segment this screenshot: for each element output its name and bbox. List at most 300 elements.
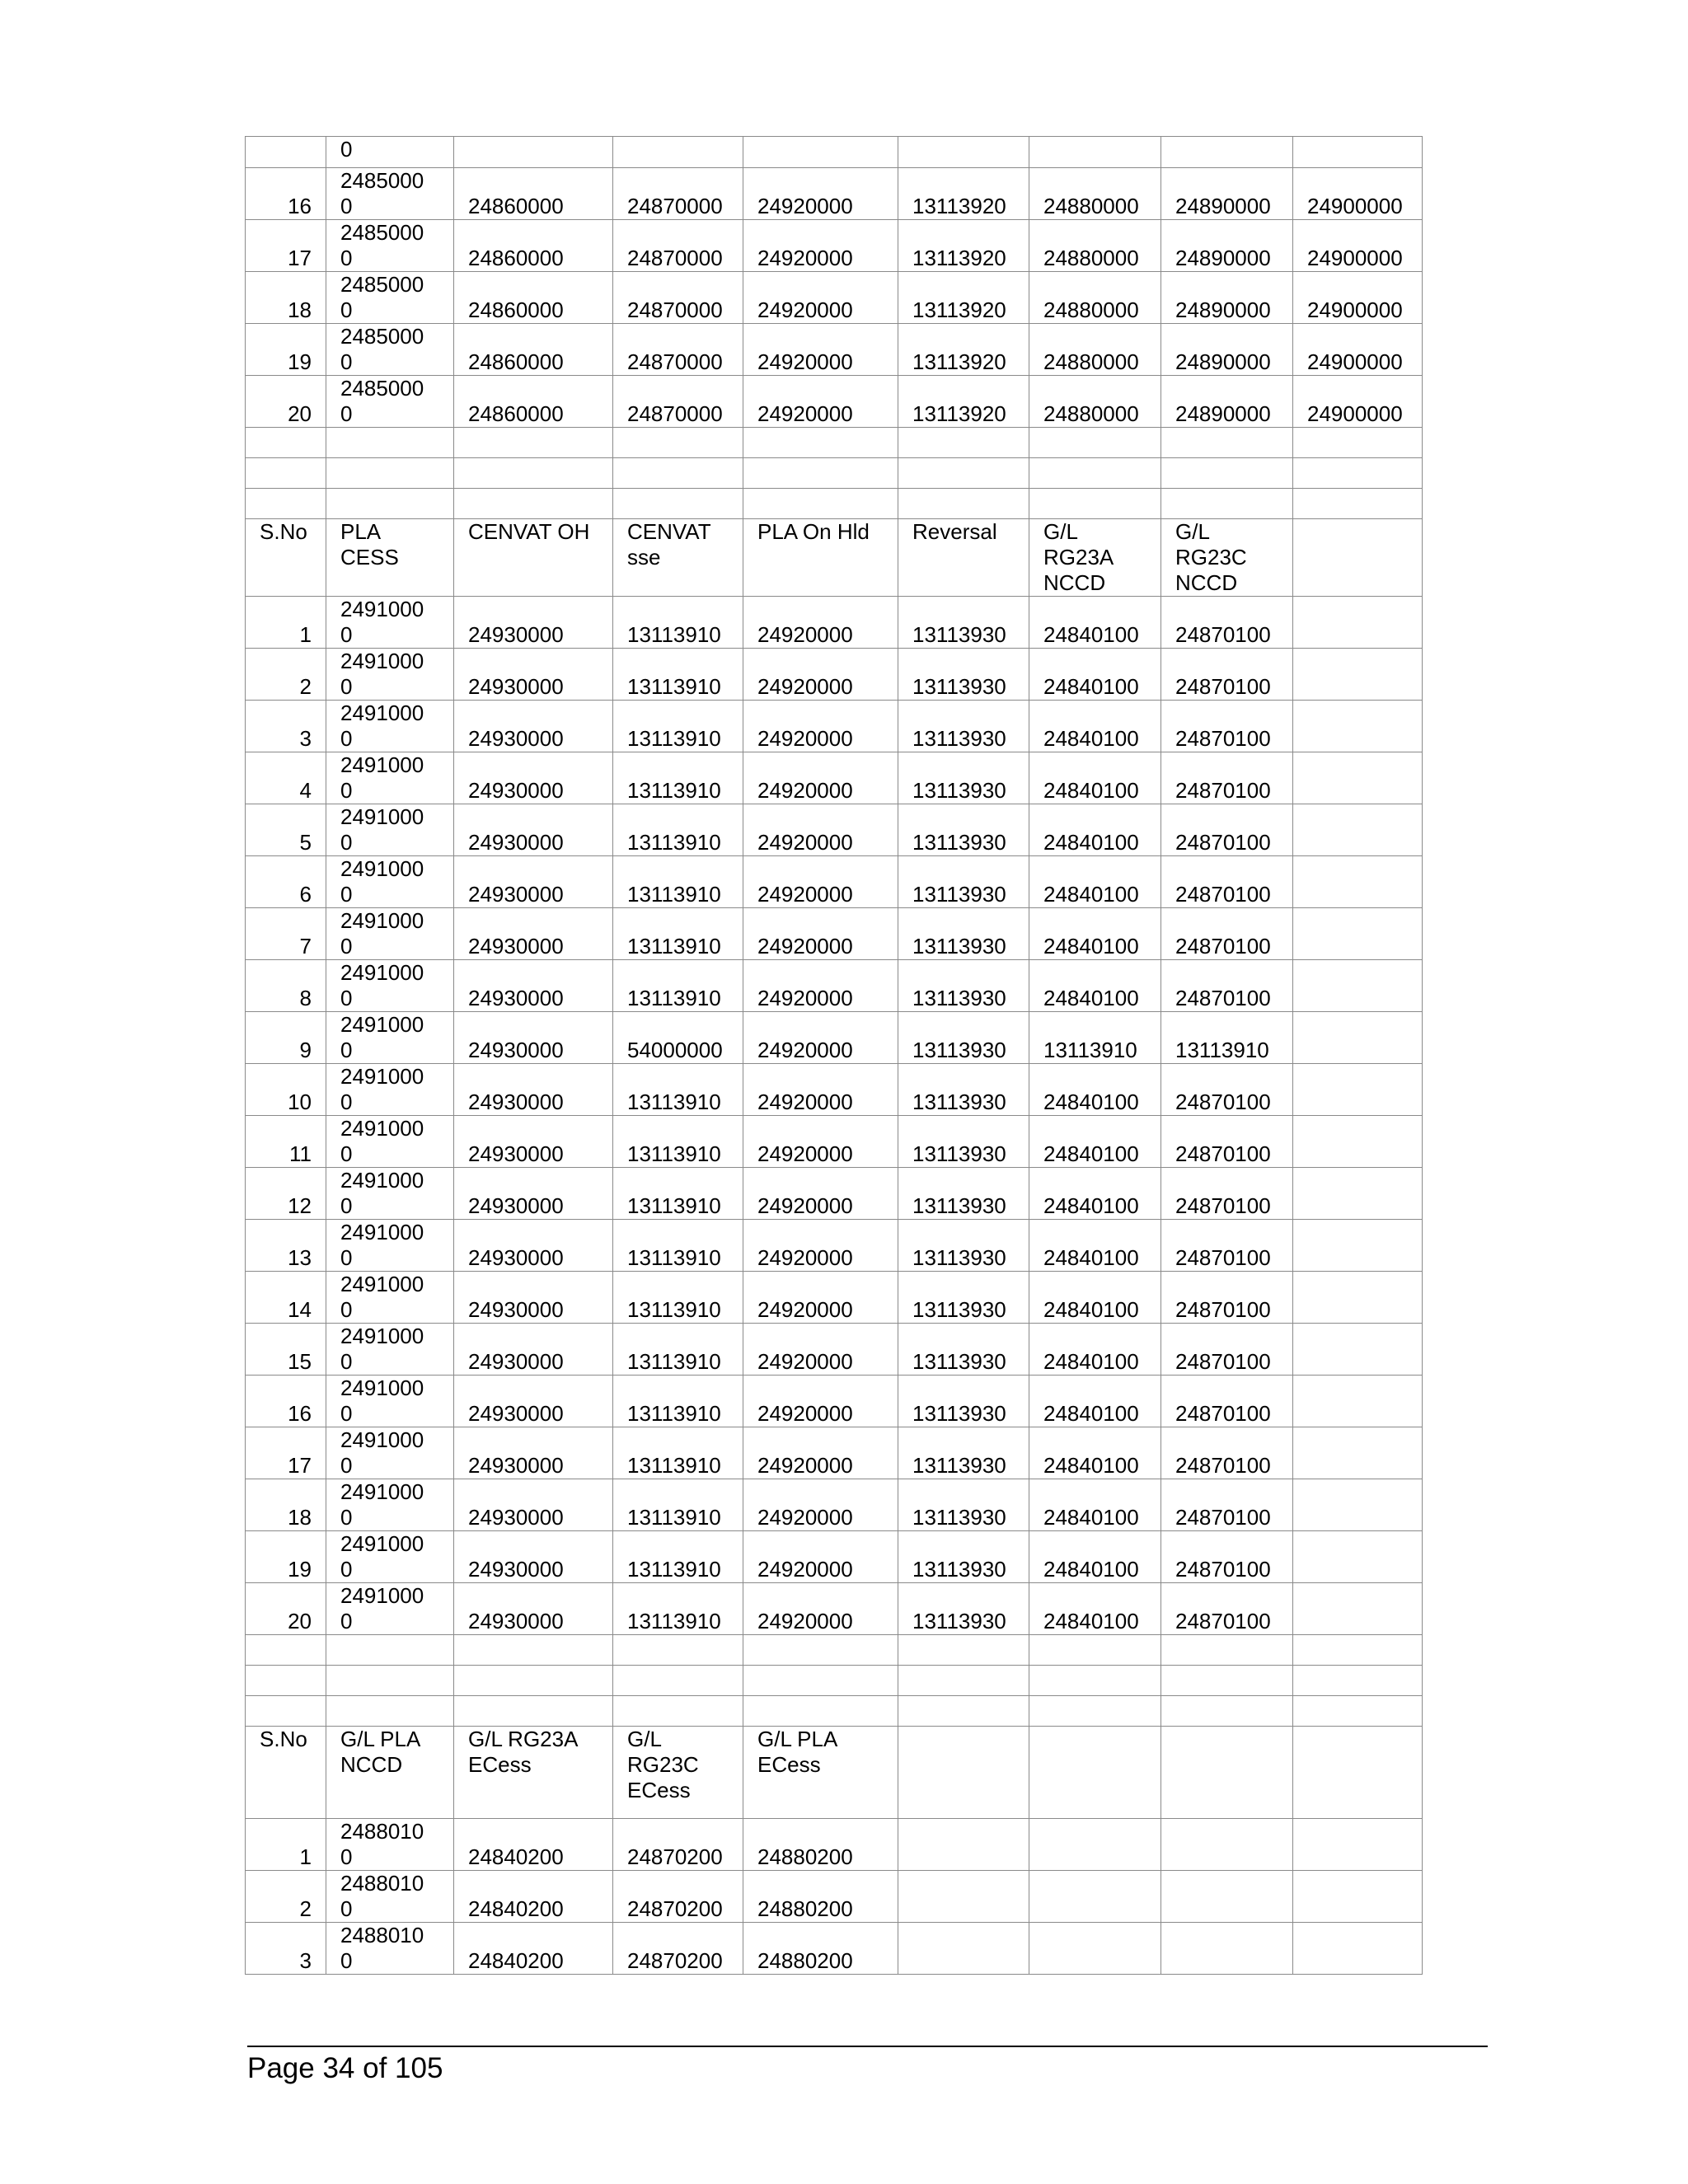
account-cell: 2491000 0 (326, 1531, 454, 1583)
column-header: CENVAT sse (613, 519, 743, 597)
value-cell: 13113920 (898, 376, 1029, 428)
empty-cell (613, 1696, 743, 1727)
serial-number-cell: 11 (246, 1116, 326, 1168)
value-cell (1293, 1427, 1423, 1479)
value-cell: 24930000 (454, 1012, 613, 1064)
value-cell: 24870100 (1161, 1479, 1293, 1531)
value-cell: 13113930 (898, 1012, 1029, 1064)
value-cell: 24920000 (743, 1220, 898, 1272)
value-cell: 24840100 (1029, 1168, 1161, 1220)
serial-number-cell: 12 (246, 1168, 326, 1220)
value-cell: 24870100 (1161, 1220, 1293, 1272)
account-cell: 2491000 0 (326, 1064, 454, 1116)
value-cell: 24930000 (454, 649, 613, 701)
value-cell: 24930000 (454, 1479, 613, 1531)
table-row (246, 1220, 1423, 1272)
value-cell: 24840200 (454, 1819, 613, 1871)
serial-number-cell: 19 (246, 324, 326, 376)
value-cell: 13113910 (613, 960, 743, 1012)
empty-cell (454, 489, 613, 519)
serial-number-cell: 18 (246, 1479, 326, 1531)
table-row (246, 1324, 1423, 1376)
table-row (246, 1012, 1423, 1064)
value-cell: 24930000 (454, 1168, 613, 1220)
value-cell: 24870000 (613, 220, 743, 272)
empty-cell (326, 489, 454, 519)
account-cell: 2485000 0 (326, 220, 454, 272)
value-cell: 24870200 (613, 1923, 743, 1975)
blank-row (246, 458, 1423, 489)
account-cell: 2491000 0 (326, 1324, 454, 1376)
value-cell: 24920000 (743, 1427, 898, 1479)
value-cell: 24860000 (454, 168, 613, 220)
empty-cell (246, 428, 326, 458)
value-cell (1293, 1168, 1423, 1220)
column-header: PLA On Hld (743, 519, 898, 597)
value-cell: 13113920 (898, 324, 1029, 376)
serial-number-cell: 16 (246, 1376, 326, 1427)
value-cell: 13113930 (898, 649, 1029, 701)
value-cell: 13113930 (898, 1116, 1029, 1168)
value-cell (1293, 1272, 1423, 1324)
value-cell: 24930000 (454, 1220, 613, 1272)
value-cell: 13113930 (898, 908, 1029, 960)
table-row (246, 1116, 1423, 1168)
value-cell: 24890000 (1161, 324, 1293, 376)
value-cell: 24920000 (743, 597, 898, 649)
table-row (246, 220, 1423, 272)
account-cell: 2491000 0 (326, 1012, 454, 1064)
value-cell: 13113910 (613, 1427, 743, 1479)
serial-number-cell: 6 (246, 856, 326, 908)
empty-cell (898, 1635, 1029, 1666)
table-row (246, 1531, 1423, 1583)
value-cell: 24870100 (1161, 804, 1293, 856)
empty-cell (1029, 428, 1161, 458)
value-cell: 13113930 (898, 1064, 1029, 1116)
value-cell: 24930000 (454, 1064, 613, 1116)
value-cell: 24900000 (1293, 376, 1423, 428)
value-cell: 24920000 (743, 324, 898, 376)
empty-cell (1161, 1696, 1293, 1727)
value-cell: 24900000 (1293, 220, 1423, 272)
value-cell: 24930000 (454, 701, 613, 752)
value-cell (1293, 1583, 1423, 1635)
column-header (1029, 1727, 1161, 1819)
value-cell: 13113930 (898, 856, 1029, 908)
serial-number-cell: 9 (246, 1012, 326, 1064)
empty-cell (326, 1635, 454, 1666)
serial-number-cell: 18 (246, 272, 326, 324)
value-cell: 13113930 (898, 1531, 1029, 1583)
empty-cell (1161, 428, 1293, 458)
empty-cell (743, 458, 898, 489)
value-cell: 24920000 (743, 649, 898, 701)
account-cell: 2485000 0 (326, 324, 454, 376)
column-header: G/L PLA NCCD (326, 1727, 454, 1819)
serial-number-cell: 3 (246, 1923, 326, 1975)
value-cell: 24840200 (454, 1923, 613, 1975)
table-row (246, 1168, 1423, 1220)
empty-cell (743, 1666, 898, 1696)
empty-cell (1161, 489, 1293, 519)
value-cell: 24870000 (613, 324, 743, 376)
data-table (245, 136, 1423, 1975)
empty-cell (1029, 458, 1161, 489)
value-cell: 24890000 (1161, 376, 1293, 428)
value-cell: 13113910 (613, 1168, 743, 1220)
empty-cell (613, 1635, 743, 1666)
value-cell: 13113930 (898, 1376, 1029, 1427)
value-cell (1293, 804, 1423, 856)
empty-cell (1161, 1666, 1293, 1696)
value-cell (1293, 701, 1423, 752)
value-cell: 24880200 (743, 1819, 898, 1871)
value-cell: 24840100 (1029, 649, 1161, 701)
value-cell (1293, 752, 1423, 804)
value-cell: 24840100 (1029, 1272, 1161, 1324)
empty-cell (898, 489, 1029, 519)
empty-cell (743, 1696, 898, 1727)
value-cell (1293, 908, 1423, 960)
empty-cell (454, 428, 613, 458)
value-cell: 24920000 (743, 804, 898, 856)
empty-cell (246, 458, 326, 489)
value-cell: 24920000 (743, 1376, 898, 1427)
value-cell: 24840100 (1029, 1376, 1161, 1427)
blank-row (246, 428, 1423, 458)
value-cell: 24860000 (454, 324, 613, 376)
value-cell: 13113910 (613, 1116, 743, 1168)
value-cell (1161, 1871, 1293, 1923)
value-cell: 24840100 (1029, 1583, 1161, 1635)
value-cell: 24920000 (743, 1168, 898, 1220)
value-cell: 13113920 (898, 220, 1029, 272)
value-cell: 13113910 (613, 701, 743, 752)
value-cell: 24870100 (1161, 701, 1293, 752)
table-row (246, 804, 1423, 856)
value-cell: 24920000 (743, 1012, 898, 1064)
serial-number-cell: 19 (246, 1531, 326, 1583)
value-cell: 24870100 (1161, 1272, 1293, 1324)
table-row (246, 168, 1423, 220)
column-header (1161, 1727, 1293, 1819)
table-row (246, 1376, 1423, 1427)
value-cell: 13113910 (613, 804, 743, 856)
value-cell (1293, 856, 1423, 908)
empty-cell (1029, 1696, 1161, 1727)
empty-cell (1293, 1666, 1423, 1696)
value-cell: 24840100 (1029, 1064, 1161, 1116)
value-cell: 24870100 (1161, 1168, 1293, 1220)
table-row (246, 1871, 1423, 1923)
column-header: S.No (246, 519, 326, 597)
value-cell: 13113910 (613, 1583, 743, 1635)
value-cell (743, 137, 898, 168)
value-cell: 24860000 (454, 220, 613, 272)
value-cell: 24870100 (1161, 1583, 1293, 1635)
blank-row (246, 1666, 1423, 1696)
value-cell: 13113920 (898, 272, 1029, 324)
value-cell: 24870100 (1161, 1531, 1293, 1583)
empty-cell (454, 1696, 613, 1727)
serial-number-cell: 1 (246, 597, 326, 649)
value-cell: 24840100 (1029, 752, 1161, 804)
value-cell: 24900000 (1293, 324, 1423, 376)
value-cell: 24920000 (743, 856, 898, 908)
value-cell: 13113910 (613, 856, 743, 908)
value-cell: 24840100 (1029, 960, 1161, 1012)
account-cell: 2485000 0 (326, 376, 454, 428)
account-cell: 2491000 0 (326, 804, 454, 856)
account-cell: 2491000 0 (326, 908, 454, 960)
value-cell: 24930000 (454, 960, 613, 1012)
empty-cell (454, 1666, 613, 1696)
value-cell: 13113910 (613, 597, 743, 649)
value-cell (1161, 1923, 1293, 1975)
value-cell: 24930000 (454, 597, 613, 649)
value-cell: 24870100 (1161, 1064, 1293, 1116)
table-row (246, 1427, 1423, 1479)
value-cell: 24840100 (1029, 804, 1161, 856)
value-cell: 13113910 (613, 1272, 743, 1324)
value-cell: 24870200 (613, 1819, 743, 1871)
value-cell: 24930000 (454, 1376, 613, 1427)
value-cell: 13113930 (898, 701, 1029, 752)
value-cell: 24870100 (1161, 1116, 1293, 1168)
value-cell: 13113910 (1161, 1012, 1293, 1064)
value-cell (1161, 137, 1293, 168)
table-row (246, 1479, 1423, 1531)
serial-number-cell: 10 (246, 1064, 326, 1116)
value-cell: 13113930 (898, 1272, 1029, 1324)
empty-cell (246, 489, 326, 519)
empty-cell (326, 1696, 454, 1727)
table-row (246, 908, 1423, 960)
account-cell: 2488010 0 (326, 1923, 454, 1975)
value-cell: 13113910 (613, 1479, 743, 1531)
empty-cell (1293, 489, 1423, 519)
empty-cell (246, 1696, 326, 1727)
value-cell (1029, 1871, 1161, 1923)
value-cell: 24840100 (1029, 597, 1161, 649)
table-row (246, 960, 1423, 1012)
value-cell: 24920000 (743, 168, 898, 220)
value-cell: 24920000 (743, 908, 898, 960)
value-cell (1293, 1479, 1423, 1531)
value-cell (1161, 1819, 1293, 1871)
value-cell (246, 137, 326, 168)
value-cell: 13113930 (898, 1583, 1029, 1635)
serial-number-cell: 2 (246, 1871, 326, 1923)
value-cell: 13113930 (898, 804, 1029, 856)
empty-cell (1293, 1635, 1423, 1666)
page-number: Page 34 of 105 (247, 2052, 443, 2084)
value-cell: 24880000 (1029, 376, 1161, 428)
value-cell: 24870100 (1161, 908, 1293, 960)
value-cell (1293, 1012, 1423, 1064)
value-cell (1293, 1220, 1423, 1272)
value-cell (1293, 1819, 1423, 1871)
table-row (246, 272, 1423, 324)
account-cell: 2491000 0 (326, 1220, 454, 1272)
value-cell (1293, 1376, 1423, 1427)
value-cell: 24880000 (1029, 272, 1161, 324)
value-cell (1293, 960, 1423, 1012)
value-cell: 24930000 (454, 804, 613, 856)
value-cell (898, 1871, 1029, 1923)
value-cell: 24870200 (613, 1871, 743, 1923)
value-cell: 24930000 (454, 1272, 613, 1324)
value-cell: 24840100 (1029, 1220, 1161, 1272)
value-cell: 24870100 (1161, 649, 1293, 701)
table-row (246, 1064, 1423, 1116)
table-row (246, 137, 1423, 168)
value-cell: 24860000 (454, 376, 613, 428)
serial-number-cell: 5 (246, 804, 326, 856)
empty-cell (898, 458, 1029, 489)
value-cell: 13113910 (613, 1220, 743, 1272)
serial-number-cell: 14 (246, 1272, 326, 1324)
value-cell: 24870100 (1161, 1427, 1293, 1479)
account-cell: 2491000 0 (326, 1427, 454, 1479)
empty-cell (1293, 458, 1423, 489)
value-cell: 24890000 (1161, 220, 1293, 272)
serial-number-cell: 16 (246, 168, 326, 220)
value-cell (1293, 1871, 1423, 1923)
empty-cell (246, 1666, 326, 1696)
account-cell: 2488010 0 (326, 1819, 454, 1871)
empty-cell (326, 428, 454, 458)
blank-row (246, 489, 1423, 519)
value-cell (1293, 137, 1423, 168)
column-header: G/L RG23A ECess (454, 1727, 613, 1819)
empty-cell (1161, 1635, 1293, 1666)
serial-number-cell: 17 (246, 1427, 326, 1479)
value-cell: 24840100 (1029, 1116, 1161, 1168)
value-cell: 24930000 (454, 1116, 613, 1168)
serial-number-cell: 8 (246, 960, 326, 1012)
value-cell: 24930000 (454, 856, 613, 908)
column-header (898, 1727, 1029, 1819)
value-cell: 24890000 (1161, 168, 1293, 220)
serial-number-cell: 3 (246, 701, 326, 752)
value-cell: 13113930 (898, 1427, 1029, 1479)
value-cell: 13113930 (898, 1479, 1029, 1531)
table-row (246, 752, 1423, 804)
value-cell: 24920000 (743, 1116, 898, 1168)
value-cell: 24930000 (454, 1324, 613, 1376)
value-cell: 13113910 (1029, 1012, 1161, 1064)
account-cell: 2491000 0 (326, 960, 454, 1012)
value-cell: 24930000 (454, 1427, 613, 1479)
empty-cell (326, 458, 454, 489)
value-cell: 24840100 (1029, 1479, 1161, 1531)
account-cell: 2491000 0 (326, 649, 454, 701)
value-cell: 0 (326, 137, 454, 168)
empty-cell (613, 458, 743, 489)
account-cell: 2488010 0 (326, 1871, 454, 1923)
value-cell: 24880200 (743, 1871, 898, 1923)
value-cell: 24840100 (1029, 908, 1161, 960)
column-header: G/L RG23C NCCD (1161, 519, 1293, 597)
value-cell: 13113930 (898, 1168, 1029, 1220)
table-row (246, 1583, 1423, 1635)
empty-cell (898, 1696, 1029, 1727)
value-cell: 13113910 (613, 752, 743, 804)
value-cell: 24860000 (454, 272, 613, 324)
value-cell (1293, 649, 1423, 701)
serial-number-cell: 13 (246, 1220, 326, 1272)
empty-cell (898, 428, 1029, 458)
value-cell: 24880000 (1029, 220, 1161, 272)
value-cell: 24890000 (1161, 272, 1293, 324)
column-header: CENVAT OH (454, 519, 613, 597)
value-cell: 24920000 (743, 701, 898, 752)
column-header: G/L RG23C ECess (613, 1727, 743, 1819)
value-cell: 24930000 (454, 1583, 613, 1635)
value-cell: 13113910 (613, 649, 743, 701)
empty-cell (1029, 1635, 1161, 1666)
value-cell: 24870000 (613, 168, 743, 220)
value-cell (1293, 597, 1423, 649)
value-cell (1293, 1064, 1423, 1116)
account-cell: 2491000 0 (326, 1583, 454, 1635)
value-cell: 24880000 (1029, 168, 1161, 220)
value-cell (454, 137, 613, 168)
column-header: G/L PLA ECess (743, 1727, 898, 1819)
account-cell: 2491000 0 (326, 597, 454, 649)
value-cell: 24920000 (743, 1064, 898, 1116)
value-cell: 24920000 (743, 220, 898, 272)
value-cell: 13113910 (613, 1064, 743, 1116)
value-cell: 24870100 (1161, 597, 1293, 649)
column-header: PLA CESS (326, 519, 454, 597)
value-cell: 24920000 (743, 1272, 898, 1324)
value-cell (898, 1819, 1029, 1871)
value-cell (1029, 1923, 1161, 1975)
serial-number-cell: 1 (246, 1819, 326, 1871)
value-cell: 24840100 (1029, 1531, 1161, 1583)
table-row (246, 1923, 1423, 1975)
table-row (246, 1272, 1423, 1324)
header-row (246, 1727, 1423, 1819)
value-cell (1293, 1531, 1423, 1583)
value-cell: 24930000 (454, 908, 613, 960)
value-cell: 24900000 (1293, 272, 1423, 324)
empty-cell (326, 1666, 454, 1696)
value-cell: 24840200 (454, 1871, 613, 1923)
account-cell: 2491000 0 (326, 701, 454, 752)
value-cell (1293, 1324, 1423, 1376)
value-cell: 13113910 (613, 1376, 743, 1427)
value-cell: 24870100 (1161, 1324, 1293, 1376)
value-cell: 24870000 (613, 376, 743, 428)
empty-cell (743, 428, 898, 458)
value-cell: 24870100 (1161, 856, 1293, 908)
account-cell: 2491000 0 (326, 752, 454, 804)
account-cell: 2491000 0 (326, 1479, 454, 1531)
serial-number-cell: 17 (246, 220, 326, 272)
empty-cell (613, 489, 743, 519)
value-cell: 24870000 (613, 272, 743, 324)
empty-cell (1293, 428, 1423, 458)
value-cell: 54000000 (613, 1012, 743, 1064)
account-cell: 2491000 0 (326, 856, 454, 908)
serial-number-cell: 2 (246, 649, 326, 701)
value-cell: 24930000 (454, 752, 613, 804)
serial-number-cell: 7 (246, 908, 326, 960)
